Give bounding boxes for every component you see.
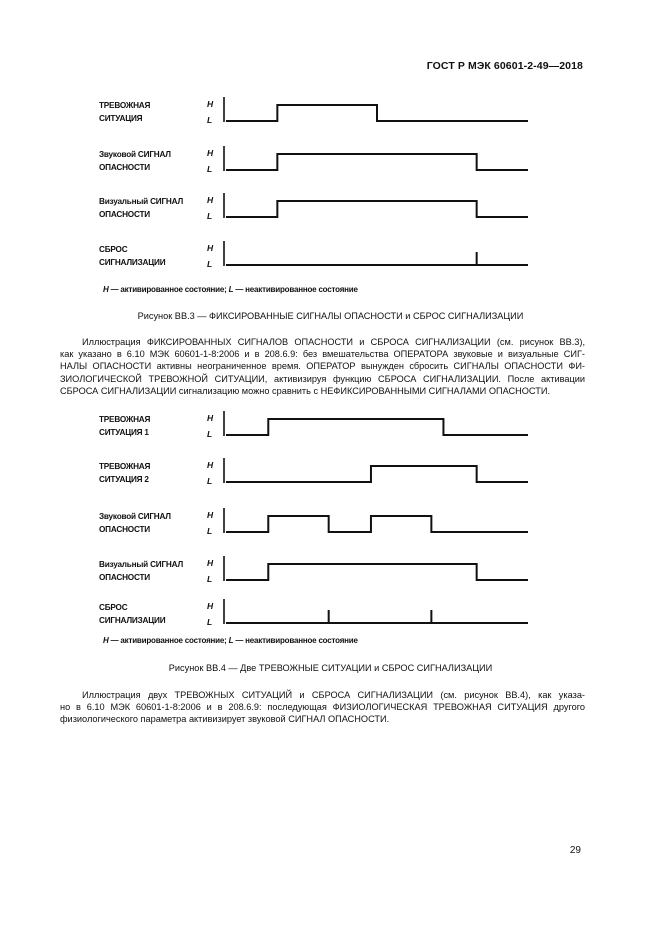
legend-l-text: — неактивированное состояние bbox=[233, 285, 358, 294]
signal-label-line1: СБРОС bbox=[99, 603, 128, 612]
signal-waveform bbox=[226, 516, 528, 532]
paragraph-line: ЗИОЛОГИЧЕСКОЙ ТРЕВОЖНОЙ СИТУАЦИИ, активизируя функцию СБРОСА СИГНАЛИЗАЦИИ. После активации bbox=[60, 373, 585, 384]
signal-label-line2: СИГНАЛИЗАЦИИ bbox=[99, 258, 166, 267]
signal-label-line2: СИТУАЦИЯ 1 bbox=[99, 428, 149, 437]
signal-label bbox=[99, 460, 209, 486]
high-level-label: H bbox=[207, 460, 214, 470]
signal-label-line1: Визуальный СИГНАЛ bbox=[99, 560, 183, 569]
legend-h-text: — активированное состояние; bbox=[108, 285, 229, 294]
signal-label-line1: СБРОС bbox=[99, 245, 128, 254]
low-level-label: L bbox=[207, 164, 213, 174]
signal-label bbox=[99, 601, 209, 627]
high-level-label: H bbox=[207, 510, 214, 520]
signal-waveform bbox=[226, 564, 528, 580]
figure-bb3-caption: Рисунок ВВ.3 — ФИКСИРОВАННЫЕ СИГНАЛЫ ОПАСНОСТИ и СБРОС СИГНАЛИЗАЦИИ bbox=[137, 311, 524, 321]
high-level-label: H bbox=[207, 148, 214, 158]
signal-label-line2: ОПАСНОСТИ bbox=[99, 573, 150, 582]
low-level-label: L bbox=[207, 574, 213, 584]
legend-l-text: — неактивированное состояние bbox=[233, 636, 358, 645]
high-level-label: H bbox=[207, 601, 214, 611]
figure-bb4-legend bbox=[103, 636, 358, 645]
signal-label-line2: ОПАСНОСТИ bbox=[99, 210, 150, 219]
low-level-label: L bbox=[207, 259, 213, 269]
paragraph-line: Иллюстрация двух ТРЕВОЖНЫХ СИТУАЦИЙ и СБРОСА СИГНАЛИЗАЦИИ (см. рисунок ВВ.4), как указа- bbox=[82, 690, 585, 700]
signal-label-line1: Звуковой СИГНАЛ bbox=[99, 512, 171, 521]
signal-label-line2: СИГНАЛИЗАЦИИ bbox=[99, 616, 166, 625]
legend-l-symbol: L bbox=[228, 636, 234, 645]
high-level-label: H bbox=[207, 195, 214, 205]
signal-label bbox=[99, 510, 209, 536]
signal-label bbox=[99, 558, 209, 584]
low-level-label: L bbox=[207, 476, 213, 486]
paragraph-line: как указано в 6.10 МЭК 60601-1-8:2006 и в 208.6.9: без вмешательства ОПЕРАТОРА звуковые и визуальные СИГ- bbox=[60, 349, 585, 360]
legend-h-symbol: H bbox=[103, 285, 109, 294]
high-level-label: H bbox=[207, 558, 214, 568]
signal-label-line1: ТРЕВОЖНАЯ bbox=[99, 101, 151, 110]
signal-waveform bbox=[226, 419, 528, 435]
low-level-label: L bbox=[207, 526, 213, 536]
low-level-label: L bbox=[207, 115, 213, 125]
page-number: 29 bbox=[569, 845, 581, 856]
signal-label-line2: ОПАСНОСТИ bbox=[99, 163, 150, 172]
signal-label-line2: СИТУАЦИЯ 2 bbox=[99, 475, 149, 484]
signal-label bbox=[99, 413, 209, 439]
paragraph-line: Иллюстрация ФИКСИРОВАННЫХ СИГНАЛОВ ОПАСНОСТИ и СБРОСА СИГНАЛИЗАЦИИ (см. рисунок ВВ.3), bbox=[82, 337, 585, 347]
high-level-label: H bbox=[207, 413, 214, 423]
paragraph-line: СБРОСА СИГНАЛИЗАЦИИ сигнализацию можно сравнить с НЕФИКСИРОВАННЫМИ СИГНАЛАМИ ОПАСНОСТИ. bbox=[60, 385, 551, 396]
high-level-label: H bbox=[207, 99, 214, 109]
signal-label-line1: Звуковой СИГНАЛ bbox=[99, 150, 171, 159]
legend-h-text: — активированное состояние; bbox=[108, 636, 229, 645]
paragraph-line: но в 6.10 МЭК 60601-1-8:2006 и в 208.6.9: последующая ФИЗИОЛОГИЧЕСКАЯ ТРЕВОЖНАЯ СИТУАЦИЯ другого bbox=[60, 702, 585, 713]
paragraph-line: НАЛЫ ОПАСНОСТИ активны неограниченное время. ОПЕРАТОР вынужден сбросить СИГНАЛЫ ОПАСНОСТИ ФИ- bbox=[60, 361, 585, 372]
low-level-label: L bbox=[207, 211, 213, 221]
paragraph-2 bbox=[60, 689, 585, 726]
signal-label-line1: ТРЕВОЖНАЯ bbox=[99, 415, 151, 424]
signal-label-line2: СИТУАЦИЯ bbox=[99, 114, 143, 123]
document-header: ГОСТ Р МЭК 60601-2-49—2018 bbox=[426, 60, 583, 72]
paragraph-line: физиологического параметра активизирует звуковой СИГНАЛ ОПАСНОСТИ. bbox=[60, 714, 390, 725]
legend-h-symbol: H bbox=[103, 636, 109, 645]
high-level-label: H bbox=[207, 243, 214, 253]
low-level-label: L bbox=[207, 429, 213, 439]
low-level-label: L bbox=[207, 617, 213, 627]
legend-l-symbol: L bbox=[228, 285, 234, 294]
signal-waveform bbox=[226, 466, 528, 482]
signal-label-line1: Визуальный СИГНАЛ bbox=[99, 197, 183, 206]
signal-label-line1: ТРЕВОЖНАЯ bbox=[99, 462, 151, 471]
figure-bb4-caption: Рисунок ВВ.4 — Две ТРЕВОЖНЫЕ СИТУАЦИИ и СБРОС СИГНАЛИЗАЦИИ bbox=[168, 663, 493, 673]
signal-label-line2: ОПАСНОСТИ bbox=[99, 525, 150, 534]
